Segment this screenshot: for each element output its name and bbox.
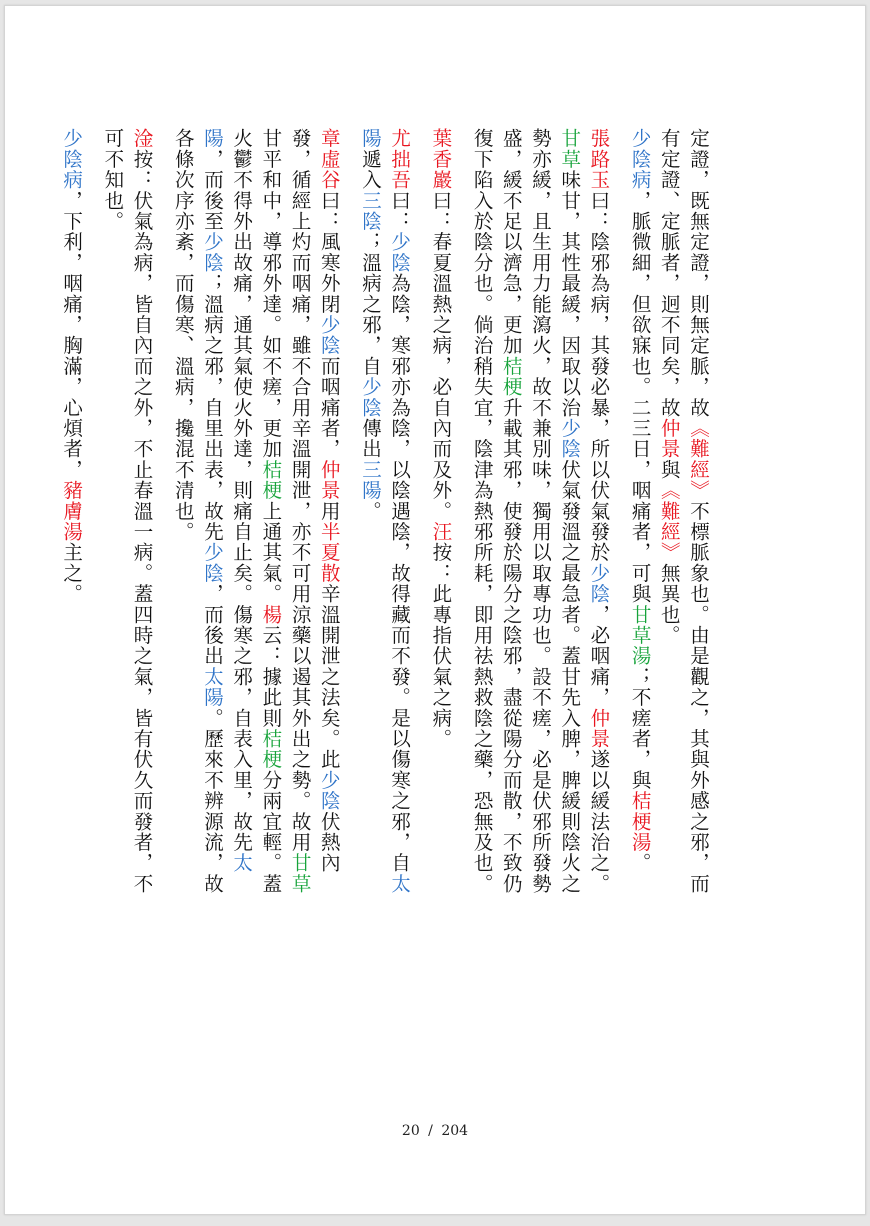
vertical-text-body <box>60 128 713 898</box>
text-segment: 云：據此則 <box>259 624 283 729</box>
highlighted-term: 桔梗 <box>259 459 283 501</box>
highlighted-term: 三陰 <box>358 190 382 232</box>
highlighted-term: 尤拙吾 <box>388 128 412 191</box>
highlighted-term: 仲景 <box>587 707 611 750</box>
highlighted-term: 少陰 <box>358 376 382 418</box>
text-segment: 升載其邪，使發於陽分之陰邪，盡從陽分而散，不致仍復下陷入於陰分也。倘治稍失宜，陰津為熱邪所耗，即用祛熱救陰之藥，恐無及也。 <box>470 128 523 894</box>
text-segment: ，必咽痛， <box>587 604 611 708</box>
highlighted-term: 仲景 <box>317 459 341 501</box>
text-segment: 。歷來不辨源流，故各條次序亦紊，而傷寒、溫病，攙混不清也。 <box>171 128 224 894</box>
highlighted-term: 少陰病 <box>628 128 652 191</box>
text-segment: 用 <box>317 500 341 522</box>
text-segment: 甘平和中，導邪外達。如不瘥，更加 <box>259 128 283 460</box>
highlighted-term: 張路玉 <box>587 128 611 191</box>
page-number: 20 / 204 <box>401 1123 469 1139</box>
text-segment: 。 <box>628 852 652 874</box>
text-segment: 遂以緩法治之。 <box>587 749 611 894</box>
paragraph <box>625 128 654 898</box>
text-segment: ；溫病之邪，自里出表，故先 <box>200 272 224 543</box>
paragraph <box>426 128 455 898</box>
highlighted-term: 少陰 <box>388 231 412 273</box>
text-segment: 伏熱內發，循經上灼而咽痛，雖不合用辛溫開泄，亦不可用涼藥以遏其外出之勢。故用 <box>288 128 341 874</box>
text-segment: 味甘，其性最緩，因取以治 <box>558 169 582 418</box>
paragraph <box>57 128 86 898</box>
text-segment: 曰：風寒外閉 <box>317 190 341 315</box>
highlighted-term: 甘草 <box>558 128 582 170</box>
text-segment: 曰： <box>388 190 412 232</box>
text-segment: ；不瘥者，與 <box>628 666 652 791</box>
highlighted-term: 太陽 <box>358 128 412 894</box>
text-segment: 。 <box>358 500 382 522</box>
highlighted-term: 少陰 <box>317 769 341 812</box>
highlighted-term: 楊 <box>259 604 283 625</box>
paragraph <box>356 128 414 898</box>
highlighted-term: 少陰 <box>587 562 611 605</box>
text-segment: ，而後出 <box>200 583 224 667</box>
highlighted-term: 少陰 <box>558 417 582 460</box>
highlighted-term: 桔梗 <box>499 355 523 398</box>
highlighted-term: 太陽 <box>200 128 254 874</box>
text-segment: 曰：陰邪為病，其發必暴，所以伏氣發於 <box>587 190 611 563</box>
highlighted-term: 豬膚湯 <box>60 479 84 543</box>
text-segment: 而咽痛者， <box>317 355 341 460</box>
text-segment: 遞入 <box>358 148 382 191</box>
highlighted-term: 少陰 <box>200 542 224 584</box>
text-segment: 伏氣發溫之最急者。蓋甘先入脾，脾緩則陰火之勢亦緩，且生用力能瀉火，故不兼別味，獨用以取專功也。設不瘥，必是伏邪所發勢盛，緩不足以濟急，更加 <box>499 128 582 894</box>
text-segment: 傳出 <box>358 417 382 460</box>
text-segment: 辛溫開泄之法矣。此 <box>317 583 341 770</box>
text-segment: 與 <box>657 459 681 480</box>
document-page <box>4 5 866 1215</box>
highlighted-term: 仲景 <box>657 417 681 460</box>
highlighted-term: 《難經》 <box>657 479 681 563</box>
highlighted-term: 淦 <box>130 128 154 149</box>
text-segment: ，脈微細，但欲寐也。二三日，咽痛者，可與 <box>628 190 652 605</box>
highlighted-term: 半夏散 <box>317 521 341 584</box>
paragraph <box>467 128 613 898</box>
text-segment: 主之。 <box>60 542 84 605</box>
text-segment: 不標脈象也。由是觀之，其與外感之邪，而有定證、定脈者，迥不同矣，故 <box>657 128 710 894</box>
highlighted-term: 太陽 <box>200 666 224 708</box>
text-segment: 按：伏氣為病，皆自內而之外，不止春溫一病。蓋四時之氣，皆有伏久而發者，不可不知也。 <box>101 128 154 894</box>
text-segment: ，下利，咽痛，胸滿，心煩者， <box>60 190 84 480</box>
text-segment: 上通其氣。 <box>259 500 283 605</box>
text-segment: 無異也。 <box>657 562 681 646</box>
highlighted-term: 葉香巖 <box>429 128 453 191</box>
text-segment: 為陰，寒邪亦為陰，以陰遇陰，故得藏而不發。是以傷寒之邪，自 <box>388 272 412 874</box>
highlighted-term: 甘草 <box>288 852 312 894</box>
highlighted-term: 少陰 <box>317 314 341 356</box>
text-segment: 定證，既無定證，則無定脈，故 <box>687 128 710 418</box>
highlighted-term: 汪 <box>429 521 453 543</box>
paragraph <box>98 128 156 898</box>
highlighted-term: 桔梗 <box>259 728 283 770</box>
highlighted-term: 少陰病 <box>60 128 84 191</box>
highlighted-term: 三陽 <box>358 459 382 501</box>
text-segment: 曰：春夏溫熱之病，必自內而及外。 <box>429 190 453 522</box>
paragraph <box>169 128 344 898</box>
highlighted-term: 桔梗湯 <box>628 790 652 853</box>
paragraph <box>655 128 713 898</box>
text-segment: ；溫病之邪，自 <box>358 231 382 377</box>
highlighted-term: 甘草湯 <box>628 604 652 667</box>
highlighted-term: 章虛谷 <box>317 128 341 191</box>
highlighted-term: 《難經》 <box>687 417 710 501</box>
highlighted-term: 少陰 <box>200 231 224 273</box>
text-segment: 分兩宜輕。蓋火鬱不得外出故痛，通其氣使火外達，則痛自止矣。傷寒之邪，自表入里，故先 <box>230 128 283 894</box>
text-segment: 按：此專指伏氣之病。 <box>429 542 453 750</box>
text-segment: ，而後至 <box>200 148 224 232</box>
